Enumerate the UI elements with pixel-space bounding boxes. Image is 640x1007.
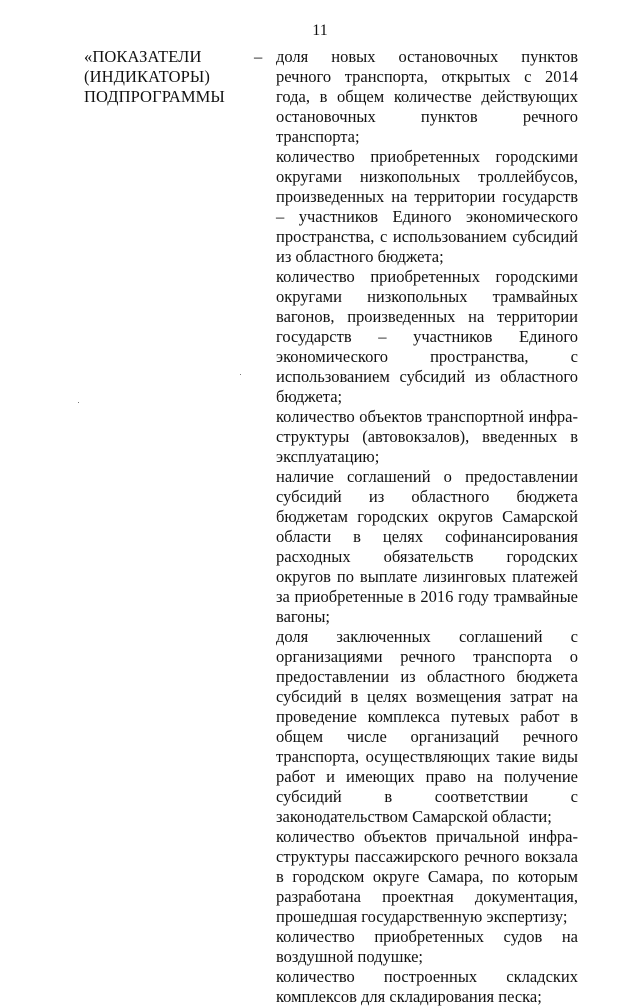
list-item: количество построенных складских комплексов для складирования песка; [276, 967, 578, 1006]
list-item: доля заключенных соглашений с организациями речного транспорта о предоставлении из областного бюджета субсидий в целях возмещения затрат на проведение комплекса путевых работ в общем числе организаций речного транспорта, осуществляющих такие виды работ и имеющих право на получение субсидий в соответствии с законодательством Самарской области; [276, 627, 578, 826]
indicator-list [276, 47, 578, 1007]
list-item: количество приобретенных городскими округами низкопольных трамвайных вагонов, произведенных на территории государств – участников Единого экономического пространства, с использованием субсидий из областного бюджета; [276, 267, 578, 406]
section-heading: «ПОКАЗАТЕЛИ (ИНДИКАТОРЫ) ПОДПРОГРАММЫ [84, 47, 225, 106]
list-item: наличие соглашений о предоставлении субсидий из областного бюджета бюджетам городских округов Самарской области в целях софинансирования расходных обязательств городских округов по выплате лизинговых платежей за приобретенные в 2016 году трамвайные вагоны; [276, 467, 578, 626]
page-number: 11 [312, 22, 328, 39]
heading-dash: – [254, 47, 263, 66]
list-item: количество приобретенных городскими округами низкопольных троллейбусов, произведенных на территории государств – участников Единого экономического пространства, с использованием субсидий из областного бюджета; [276, 147, 578, 266]
list-item: доля новых остановочных пунктов речного транспорта, открытых с 2014 года, в общем количестве действующих остановочных пунктов речного транспорта; [276, 47, 578, 146]
list-item: количество объектов транспортной инфраструктуры (автовокзалов), введенных в эксплуатацию; [276, 407, 578, 466]
scan-speck [78, 402, 79, 403]
list-item: количество объектов причальной инфраструктуры пассажирского речного вокзала в городском округе Самара, по которым разработана проектная документация, прошедшая государственную экспертизу; [276, 827, 578, 926]
list-item: количество приобретенных судов на воздушной подушке; [276, 927, 578, 966]
scan-speck [240, 374, 241, 375]
